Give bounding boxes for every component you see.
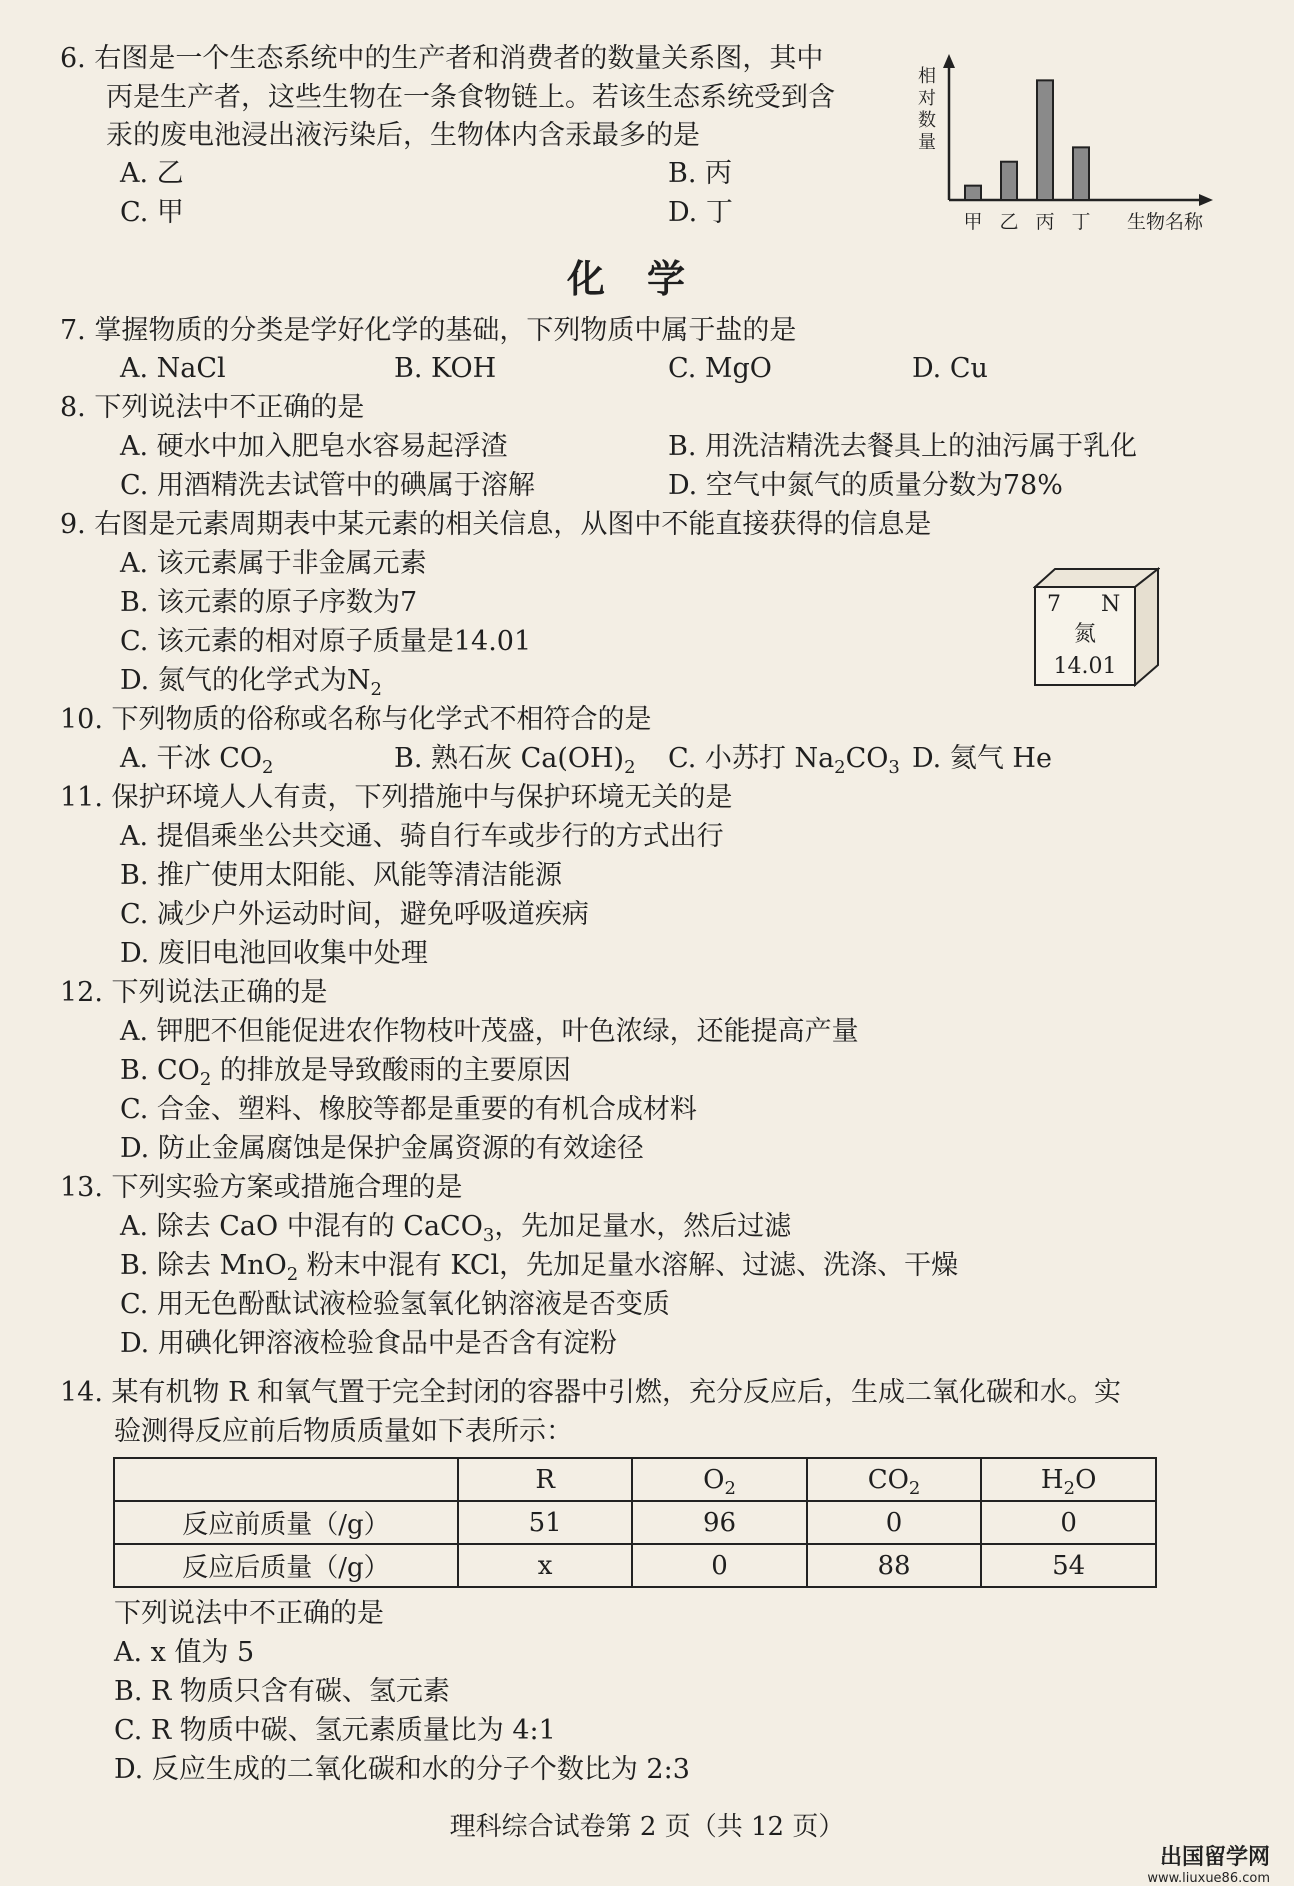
table-header-row: [114, 1458, 1156, 1501]
bar-0: [965, 186, 981, 200]
q10-option-a-subscript: 2: [262, 757, 274, 778]
table-cell: 0: [632, 1544, 806, 1587]
q6-option-a: A. 乙: [120, 158, 184, 189]
x-axis-arrow: [1199, 194, 1213, 206]
y-axis-label-char: 数: [918, 110, 936, 131]
q13-option-a-text-1: A. 除去 CaO 中混有的 CaCO: [120, 1211, 483, 1242]
q12-option-b-text-2: 的排放是导致酸雨的主要原因: [211, 1055, 571, 1086]
q9-option-c: C. 该元素的相对原子质量是14.01: [120, 626, 532, 657]
table-cell: 反应后质量（/g）: [114, 1544, 458, 1587]
q9-stem: 9. 右图是元素周期表中某元素的相关信息，从图中不能直接获得的信息是: [60, 509, 932, 540]
q11-stem: 11. 保护环境人人有责，下列措施中与保护环境无关的是: [60, 782, 733, 813]
q12-option-b-subscript: 2: [199, 1069, 212, 1090]
table-row: [114, 1501, 1156, 1544]
table-cell: 51: [458, 1501, 632, 1544]
element-symbol: N: [1101, 592, 1121, 617]
table-cell: 88: [807, 1544, 982, 1587]
y-axis-label-char: 相: [918, 66, 936, 87]
q6-line1: 6. 右图是一个生态系统中的生产者和消费者的数量关系图，其中: [60, 43, 824, 74]
h2o-text-2: O: [1075, 1464, 1097, 1495]
q12-option-d: D. 防止金属腐蚀是保护金属资源的有效途径: [120, 1133, 644, 1164]
page-footer: 理科综合试卷第 2 页（共 12 页）: [449, 1812, 845, 1842]
table-header-r: R: [458, 1458, 632, 1501]
q14-option-b: B. R 物质只含有碳、氢元素: [114, 1676, 450, 1707]
table-cell: 0: [807, 1501, 982, 1544]
y-axis-arrow: [943, 54, 955, 68]
q6-line2: 丙是生产者，这些生物在一条食物链上。若该生态系统受到含: [106, 82, 835, 113]
q10-stem: 10. 下列物质的俗称或名称与化学式不相符合的是: [60, 704, 652, 735]
table-cell: 0: [981, 1501, 1156, 1544]
table-cell: x: [458, 1544, 632, 1587]
q6-option-b: B. 丙: [668, 158, 733, 189]
q10-option-c-subscript-2: 3: [888, 757, 900, 778]
q8-option-b: B. 用洗洁精洗去餐具上的油污属于乳化: [668, 431, 1138, 462]
q10-option-a-text: A. 干冰 CO: [120, 743, 263, 774]
category-label-1: 乙: [999, 211, 1019, 233]
q6-option-c: C. 甲: [120, 197, 184, 228]
q12-option-a: A. 钾肥不但能促进农作物枝叶茂盛，叶色浓绿，还能提高产量: [120, 1016, 859, 1047]
q14-line1: 14. 某有机物 R 和氧气置于完全封闭的容器中引燃，充分反应后，生成二氧化碳和水。实: [60, 1377, 1122, 1408]
category-label-2: 丙: [1035, 211, 1055, 233]
bar-2: [1037, 80, 1053, 200]
o2-subscript: 2: [724, 1477, 736, 1499]
q10-option-b-text: B. 熟石灰 Ca(OH): [394, 743, 625, 774]
q13-option-b-subscript: 2: [286, 1264, 299, 1285]
q8-option-d: D. 空气中氮气的质量分数为78%: [668, 470, 1063, 501]
site-watermark[interactable]: [1147, 1840, 1270, 1886]
q7-option-d: D. Cu: [912, 353, 988, 384]
y-axis-label-char: 量: [918, 132, 936, 153]
q6-option-d: D. 丁: [668, 197, 733, 228]
o2-text: O: [703, 1464, 725, 1495]
q11-option-a: A. 提倡乘坐公共交通、骑自行车或步行的方式出行: [120, 821, 724, 852]
q12-stem: 12. 下列说法正确的是: [60, 977, 328, 1008]
periodic-element-box: [1033, 567, 1160, 687]
q13-option-b: [120, 1249, 958, 1286]
h2o-subscript: 2: [1063, 1477, 1076, 1499]
q10-option-d: D. 氦气 He: [912, 743, 1052, 774]
q10-option-c-text: C. 小苏打 Na: [668, 743, 835, 774]
table-header-o2: [632, 1458, 806, 1501]
q13-option-a-text-2: ，先加足量水，然后过滤: [494, 1211, 792, 1242]
q12-option-b: [120, 1054, 571, 1091]
co2-subscript: 2: [908, 1477, 921, 1499]
q7-option-a: A. NaCl: [120, 353, 226, 384]
y-axis-label: [918, 66, 936, 153]
q13-option-a: [120, 1210, 791, 1247]
q9-option-b: B. 该元素的原子序数为7: [120, 587, 418, 618]
table-cell: 54: [981, 1544, 1156, 1587]
element-atomic-mass: 14.01: [1053, 654, 1117, 679]
q12-option-b-text-1: B. CO: [120, 1055, 200, 1086]
q7-option-c: C. MgO: [668, 353, 772, 384]
q13-stem: 13. 下列实验方案或措施合理的是: [60, 1172, 463, 1203]
mass-table: [113, 1457, 1157, 1588]
table-header-blank: [114, 1458, 458, 1501]
q8-option-c: C. 用酒精洗去试管中的碘属于溶解: [120, 470, 535, 501]
q7-stem: 7. 掌握物质的分类是学好化学的基础，下列物质中属于盐的是: [60, 315, 797, 346]
q14-option-a: A. x 值为 5: [114, 1637, 255, 1668]
q13-option-c: C. 用无色酚酞试液检验氢氧化钠溶液是否变质: [120, 1289, 670, 1320]
q10-option-b: [394, 742, 636, 779]
bar-1: [1001, 162, 1017, 200]
q12-option-c: C. 合金、塑料、橡胶等都是重要的有机合成材料: [120, 1094, 697, 1125]
q13-option-a-subscript: 3: [482, 1225, 495, 1246]
q10-option-c: [668, 742, 900, 779]
element-atomic-number: 7: [1047, 592, 1061, 617]
table-header-co2: [807, 1458, 982, 1501]
q9-option-d: [120, 664, 382, 701]
table-row: [114, 1544, 1156, 1587]
watermark-url[interactable]: www.liuxue86.com: [1147, 1871, 1270, 1886]
q13-option-b-text-1: B. 除去 MnO: [120, 1250, 287, 1281]
section-title: 化学: [566, 256, 727, 301]
q10-option-c-subscript-1: 2: [834, 757, 846, 778]
q10-option-a: [120, 742, 274, 779]
q7-option-b: B. KOH: [394, 353, 497, 384]
category-label-0: 甲: [963, 211, 983, 233]
q9-option-d-text: D. 氮气的化学式为N: [120, 665, 371, 696]
q8-option-a: A. 硬水中加入肥皂水容易起浮渣: [120, 431, 508, 462]
q11-option-c: C. 减少户外运动时间，避免呼吸道疾病: [120, 899, 589, 930]
x-axis-label: 生物名称: [1127, 211, 1204, 233]
q9-option-d-subscript: 2: [370, 679, 382, 700]
q11-option-d: D. 废旧电池回收集中处理: [120, 938, 428, 969]
q13-option-b-text-2: 粉末中混有 KCl，先加足量水溶解、过滤、洗涤、干燥: [298, 1250, 959, 1281]
table-cell: 反应前质量（/g）: [114, 1501, 458, 1544]
y-axis-label-char: 对: [918, 88, 936, 109]
q10-option-c-mid: CO: [845, 743, 889, 774]
food-chain-bar-chart: [905, 50, 1245, 240]
h2o-text-1: H: [1040, 1464, 1064, 1495]
q13-option-d: D. 用碘化钾溶液检验食品中是否含有淀粉: [120, 1328, 617, 1359]
q11-option-b: B. 推广使用太阳能、风能等清洁能源: [120, 860, 563, 891]
table-header-h2o: [981, 1458, 1156, 1501]
bar-3: [1073, 147, 1089, 200]
q6-line3: 汞的废电池浸出液污染后，生物体内含汞最多的是: [106, 120, 700, 151]
q9-option-a: A. 该元素属于非金属元素: [120, 548, 427, 579]
watermark-name: 出国留学网: [1159, 1845, 1270, 1870]
q14-ask: 下列说法中不正确的是: [114, 1598, 384, 1629]
category-label-3: 丁: [1071, 211, 1091, 233]
q10-option-b-subscript: 2: [624, 757, 636, 778]
q14-option-c: C. R 物质中碳、氢元素质量比为 4:1: [114, 1715, 556, 1746]
element-name: 氮: [1073, 622, 1097, 647]
co2-text: CO: [867, 1464, 909, 1495]
q8-stem: 8. 下列说法中不正确的是: [60, 392, 365, 423]
q14-option-d: D. 反应生成的二氧化碳和水的分子个数比为 2:3: [114, 1754, 690, 1785]
table-cell: 96: [632, 1501, 806, 1544]
q14-line2: 验测得反应前后物质质量如下表所示：: [114, 1416, 573, 1447]
